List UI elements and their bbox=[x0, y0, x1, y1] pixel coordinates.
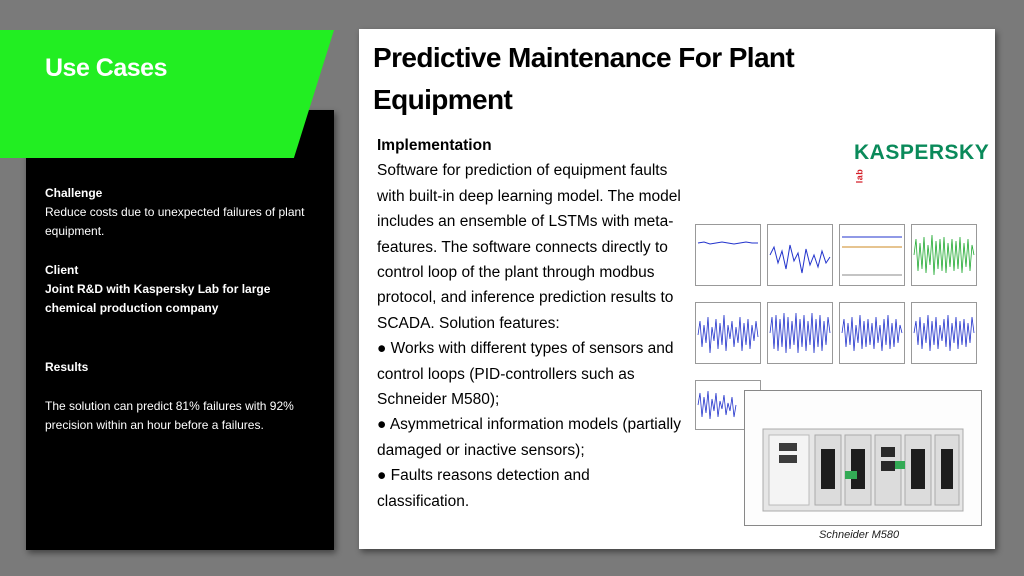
plot-thumbnail bbox=[839, 302, 905, 364]
challenge-label: Challenge bbox=[45, 186, 103, 200]
bullet-item: ● Works with different types of sensors and control loops (PID-controllers such as Schneider M580); bbox=[377, 340, 674, 409]
plot-line-chart bbox=[768, 303, 832, 363]
plot-line-chart bbox=[912, 303, 976, 363]
plot-thumbnail bbox=[767, 302, 833, 364]
plot-thumbnail bbox=[767, 224, 833, 286]
logo-sub-text: lab bbox=[854, 168, 865, 184]
image-caption: Schneider M580 bbox=[819, 529, 900, 541]
plot-line-chart bbox=[696, 225, 760, 285]
content-panel bbox=[359, 29, 995, 549]
plot-thumbnail bbox=[695, 302, 761, 364]
plot-line-chart bbox=[696, 303, 760, 363]
plot-thumbnail bbox=[911, 224, 977, 286]
implementation-text bbox=[377, 133, 681, 514]
plot-line-chart bbox=[912, 225, 976, 285]
plot-line-chart bbox=[768, 225, 832, 285]
plot-thumbnail bbox=[911, 302, 977, 364]
plot-line-chart bbox=[840, 303, 904, 363]
plot-thumbnail bbox=[839, 224, 905, 286]
implementation-label: Implementation bbox=[377, 137, 492, 154]
plot-thumbnail bbox=[695, 224, 761, 286]
kaspersky-logo bbox=[854, 141, 995, 189]
client-label: Client bbox=[45, 263, 79, 277]
client-text: Joint R&D with Kaspersky Lab for large chemical production company bbox=[45, 282, 271, 315]
logo-main-text: KASPERSKY bbox=[854, 141, 990, 164]
page-title: Predictive Maintenance For Plant Equipment bbox=[373, 42, 795, 115]
implementation-paragraph: Software for prediction of equipment faults with built-in deep learning model. The model includes an ensemble of LSTMs with meta-features. The software connects directly to control loop of the plant through modbus protocol, and inference prediction results to SCADA. Solution features: bbox=[377, 162, 681, 332]
challenge-text: Reduce costs due to unexpected failures of plant equipment. bbox=[45, 205, 305, 238]
use-cases-banner bbox=[0, 30, 334, 158]
plot-line-chart bbox=[840, 225, 904, 285]
case-details bbox=[45, 184, 315, 435]
schneider-m580-illustration bbox=[745, 391, 981, 525]
bullet-item: ● Asymmetrical information models (partially damaged or inactive sensors); bbox=[377, 416, 681, 459]
plc-device-image bbox=[744, 390, 982, 526]
banner-title: Use Cases bbox=[45, 54, 167, 82]
results-text: The solution can predict 81% failures with 92% precision within an hour before a failures. bbox=[45, 399, 294, 432]
bullet-item: ● Faults reasons detection and classification. bbox=[377, 467, 590, 510]
results-label: Results bbox=[45, 360, 89, 374]
